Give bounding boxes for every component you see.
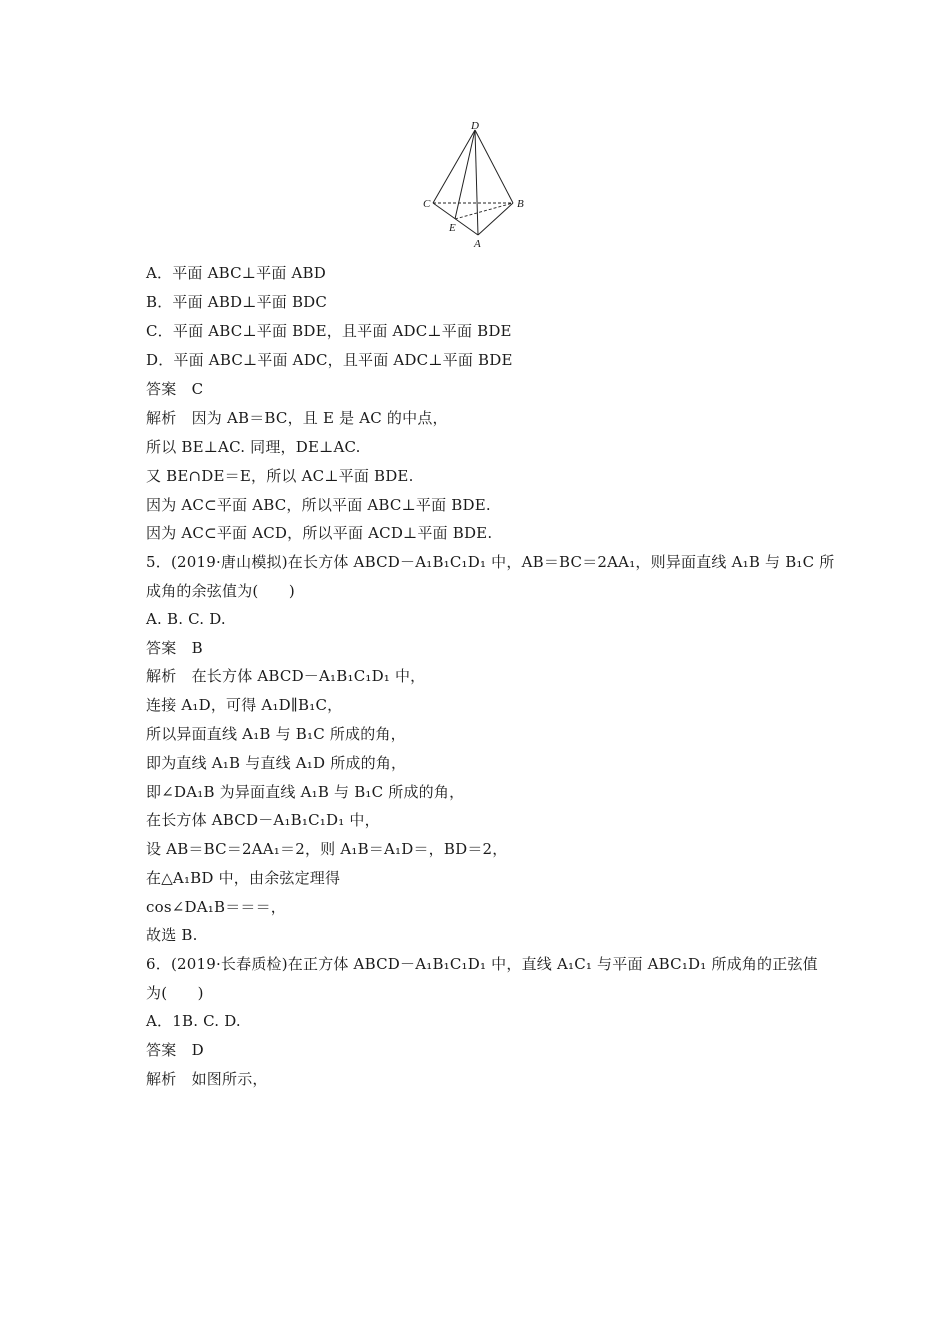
edge-db [475,130,513,203]
solution-line: 又 BE∩DE＝E，所以 AC⊥平面 BDE. [146,467,414,485]
question-6-options: A．1B. C. D. [146,1012,241,1030]
pyramid-figure [415,120,535,255]
question-5-text-cont: 成角的余弦值为( ) [146,582,295,600]
solution-line: cos∠DA₁B＝＝＝， [146,898,286,916]
solution-line: 因为 AC⊂平面 ABC，所以平面 ABC⊥平面 BDE. [146,496,491,514]
pyramid-diagram [415,120,535,255]
edge-da [475,130,478,235]
answer-line: 答案 B [146,639,203,657]
option-c: C．平面 ABC⊥平面 BDE，且平面 ADC⊥平面 BDE [146,322,512,340]
solution-line: 设 AB＝BC＝2AA₁＝2，则 A₁B＝A₁D＝，BD＝2， [146,840,508,858]
edge-de [455,130,475,219]
question-5-options: A. B. C. D. [146,610,226,628]
solution-line: 即∠DA₁B 为异面直线 A₁B 与 B₁C 所成的角， [146,783,465,801]
answer-line: 答案 C [146,380,204,398]
solution-line: 所以异面直线 A₁B 与 B₁C 所成的角， [146,725,406,743]
solution-line: 解析 如图所示， [146,1070,268,1088]
solution-line: 解析 在长方体 ABCD－A₁B₁C₁D₁ 中， [146,667,426,685]
option-a: A．平面 ABC⊥平面 ABD [146,264,326,282]
option-d: D．平面 ABC⊥平面 ADC，且平面 ADC⊥平面 BDE [146,351,513,369]
label-c: C [423,198,431,210]
label-e: E [449,222,456,234]
label-d: D [471,120,479,132]
answer-line: 答案 D [146,1041,204,1059]
solution-line: 连接 A₁D，可得 A₁D∥B₁C， [146,696,343,714]
label-a: A [474,238,481,250]
solution-line: 即为直线 A₁B 与直线 A₁D 所成的角， [146,754,407,772]
solution-line: 因为 AC⊂平面 ACD，所以平面 ACD⊥平面 BDE. [146,524,493,542]
edge-dc [433,130,475,203]
solution-line: 所以 BE⊥AC. 同理，DE⊥AC. [146,438,361,456]
solution-line: 解析 因为 AB＝BC，且 E 是 AC 的中点， [146,409,448,427]
question-6-text-cont: 为( ) [146,984,204,1002]
label-b: B [517,198,524,210]
solution-line: 在△A₁BD 中，由余弦定理得 [146,869,341,887]
question-5-text: 5．(2019·唐山模拟)在长方体 ABCD－A₁B₁C₁D₁ 中，AB＝BC＝2AA₁，则异面直线 A₁B 与 B₁C 所 [146,553,835,571]
solution-line: 在长方体 ABCD－A₁B₁C₁D₁ 中， [146,811,380,829]
solution-line: 故选 B. [146,926,198,944]
question-6-text: 6．(2019·长春质检)在正方体 ABCD－A₁B₁C₁D₁ 中，直线 A₁C₁ 与平面 ABC₁D₁ 所成角的正弦值 [146,955,818,973]
option-b: B．平面 ABD⊥平面 BDC [146,293,328,311]
